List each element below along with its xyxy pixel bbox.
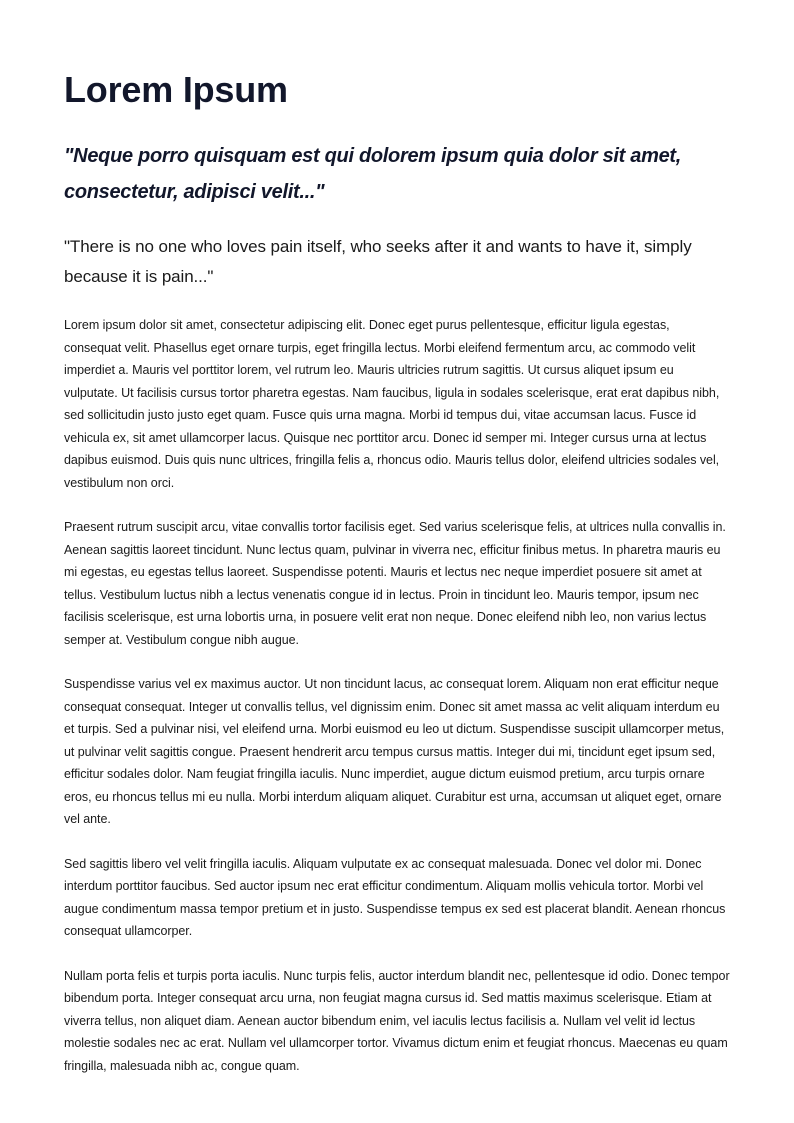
paragraph-2: Praesent rutrum suscipit arcu, vitae convallis tortor facilisis eget. Sed varius scelerisque felis, at ultrices nulla convallis in. Aenean sagittis laoreet tincidunt. Nunc lectus quam, pulvinar in viverra nec, efficitur finibus metus. In pharetra mauris eu mi egestas, eu egestas tellus laoreet. Suspendisse potenti. Mauris et lectus nec neque imperdiet posuere sit amet at tellus. Vestibulum luctus nibh a lectus venenatis congue id in lectus. Proin in tincidunt leo. Mauris tempor, ipsum nec facilisis scelerisque, est urna lobortis urna, in posuere velit erat non neque. Donec eleifend nibh leo, non varius lectus semper at. Vestibulum congue nibh augue. xyxy=(64,520,726,647)
paragraph-5: Nullam porta felis et turpis porta iaculis. Nunc turpis felis, auctor interdum blandit nec, pellentesque id odio. Donec tempor bibendum porta. Integer consequat arcu urna, non feugiat magna cursus id. Sed mattis maximus scelerisque. Etiam at viverra tellus, non aliquet diam. Aenean auctor bibendum enim, vel iaculis lectus facilisis a. Nullam vel velit id lectus molestie sodales nec ac erat. Nullam vel ullamcorper tortor. Vivamus dictum enim et feugiat rhoncus. Maecenas eu quam fringilla, malesuada nibh ac, congue quam. xyxy=(64,968,730,1073)
paragraph-1: Lorem ipsum dolor sit amet, consectetur adipiscing elit. Donec eget purus pellentesque, efficitur ligula egestas, consequat velit. Phasellus eget ornare turpis, eget fringilla lectus. Morbi eleifend fermentum arcu, ac commodo velit imperdiet a. Mauris vel porttitor lorem, vel rutrum leo. Mauris ultricies rutrum sagittis. Ut cursus aliquet ipsum eu vulputate. Ut facilisis cursus tortor pharetra egestas. Nam faucibus, ligula in sodales scelerisque, erat erat dapibus nibh, sed sollicitudin justo justo eget quam. Fusce quis urna magna. Morbi id tempus dui, vitae accumsan lacus. Fusce id vehicula ex, sit amet ullamcorper lacus. Quisque nec porttitor arcu. Donec id semper mi. Integer cursus urna at lectus dapibus euismod. Duis quis nunc ultrices, fringilla felis a, rhoncus odio. Mauris tellus dolor, eleifend ultricies sodales vel, vestibulum non orci. xyxy=(64,318,720,490)
body-text xyxy=(64,314,730,1077)
featured-quote: "Neque porro quisquam est qui dolorem ipsum quia dolor sit amet, consectetur, adipisci velit..." xyxy=(64,145,682,203)
paragraph-4: Sed sagittis libero vel velit fringilla iaculis. Aliquam vulputate ex ac consequat malesuada. Donec vel dolor mi. Donec interdum porttitor faucibus. Sed auctor ipsum nec erat efficitur condimentum. Aliquam mollis vehicula tortor. Morbi vel augue condimentum massa tempor pretium et in justo. Suspendisse tempus ex sed est placerat blandit. Aenean rhoncus consequat ullamcorper. xyxy=(64,856,726,938)
sub-quote: "There is no one who loves pain itself, who seeks after it and wants to have it, simply because it is pain..." xyxy=(64,237,692,286)
paragraph-3: Suspendisse varius vel ex maximus auctor. Ut non tincidunt lacus, ac consequat lorem. Aliquam non erat efficitur neque consequat consequat. Integer ut convallis tellus, vel dignissim enim. Donec sit amet massa ac velit aliquam interdum eu et turpis. Sed a pulvinar nisi, vel eleifend urna. Morbi euismod eu leo ut dictum. Suspendisse suscipit ullamcorper metus, ut pulvinar velit sagittis congue. Praesent hendrerit arcu tempus cursus mattis. Integer dui mi, tincidunt eget ipsum sed, efficitur sodales dolor. Nam feugiat fringilla iaculis. Nunc imperdiet, augue dictum euismod pretium, arcu turpis ornare eros, eu rhoncus tellus mi eu nulla. Morbi interdum aliquam aliquet. Curabitur est urna, accumsan ut aliquet eget, ornare vel ante. xyxy=(64,677,725,826)
document-title: Lorem Ipsum xyxy=(64,69,288,110)
